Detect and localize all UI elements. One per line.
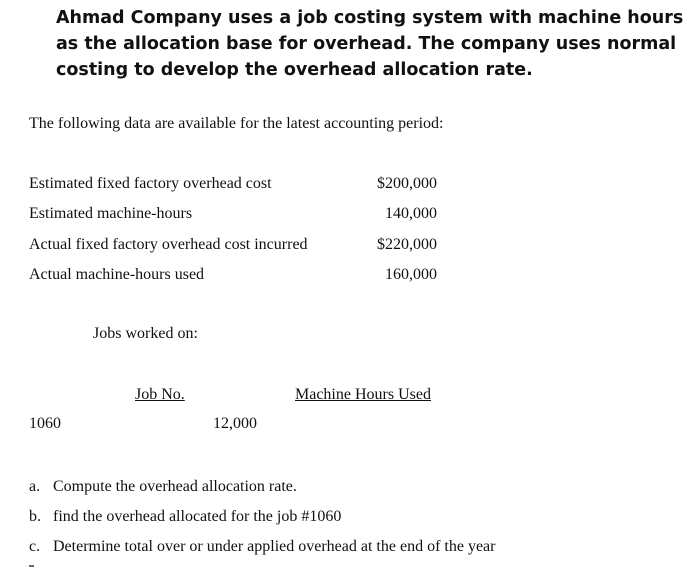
row-label-actual-machine-hours: Actual machine-hours used [29, 266, 205, 283]
question-text: Compute the overhead allocation rate. [53, 478, 297, 495]
question-letter: a. [29, 478, 41, 495]
table-cell-machine-hours: 12,000 [213, 415, 257, 432]
question-c [29, 538, 495, 556]
intro-text: The following data are available for the latest accounting period: [29, 115, 444, 132]
question-letter: c. [29, 538, 41, 555]
question-a [29, 478, 297, 496]
cropped-text-fragment [29, 565, 34, 567]
row-label-actual-overhead: Actual fixed factory overhead cost incurred [29, 236, 308, 253]
row-value-actual-machine-hours: 160,000 [385, 266, 437, 283]
column-header-machine-hours: Machine Hours Used [295, 386, 431, 403]
row-label-estimated-overhead: Estimated fixed factory overhead cost [29, 175, 272, 192]
row-label-estimated-machine-hours: Estimated machine-hours [29, 205, 193, 222]
row-value-estimated-machine-hours: 140,000 [385, 205, 437, 222]
jobs-worked-label: Jobs worked on: [93, 325, 198, 342]
question-text: Determine total over or under applied overhead at the end of the year [53, 538, 496, 555]
question-letter: b. [29, 508, 41, 525]
question-b [29, 508, 341, 526]
question-text: find the overhead allocated for the job #1060 [53, 508, 342, 525]
table-cell-job-number: 1060 [29, 415, 61, 432]
column-header-job-no: Job No. [135, 386, 185, 403]
problem-heading: Ahmad Company uses a job costing system with machine hours as the allocation base for overhead. The company uses normal costing to develop the overhead allocation rate. [56, 8, 684, 80]
row-value-estimated-overhead: $200,000 [377, 175, 437, 192]
row-value-actual-overhead: $220,000 [377, 236, 437, 253]
